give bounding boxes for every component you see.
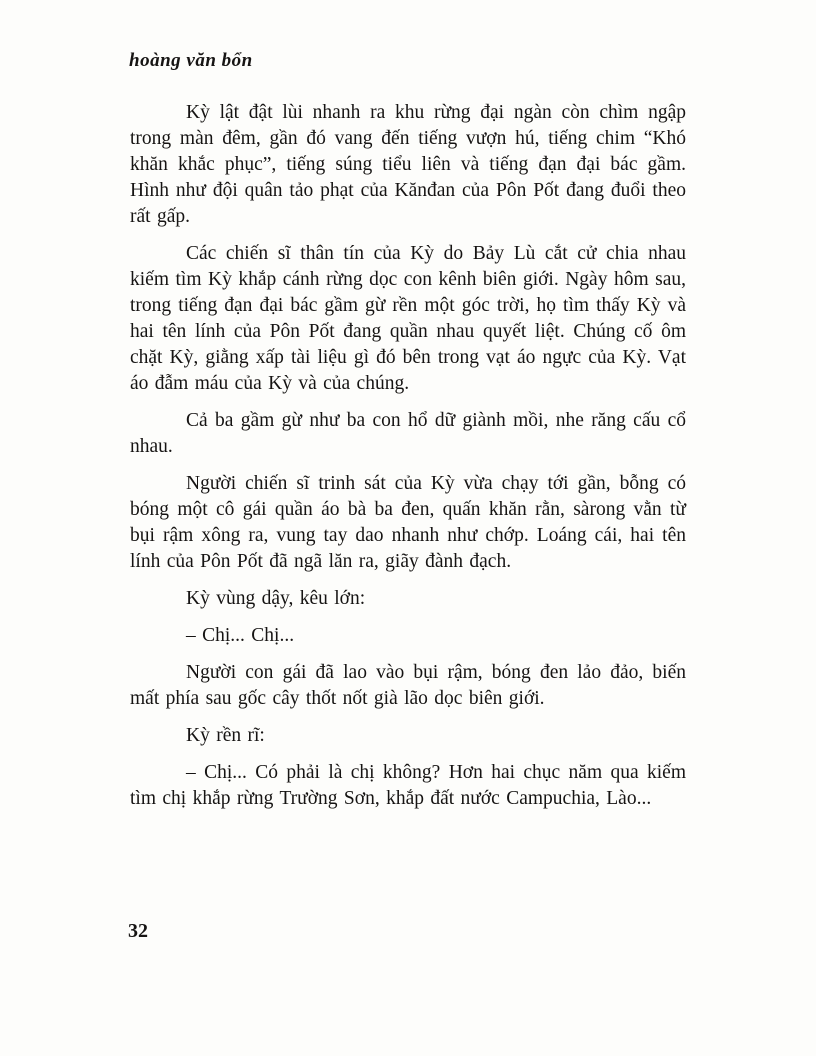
paragraph: Kỳ rền rĩ: bbox=[186, 725, 265, 746]
paragraph: Kỳ lật đật lùi nhanh ra khu rừng đại ngàn còn chìm ngập trong màn đêm, gần đó vang đến tiếng vượn hú, tiếng chim “Khó khăn khắc phục”, tiếng súng tiểu liên và tiếng đạn đại bác gầm. Hình như đội quân tảo phạt của Kănđan của Pôn Pốt đang đuổi theo rất gấp. bbox=[130, 102, 686, 227]
paragraph: Người con gái đã lao vào bụi rậm, bóng đen lảo đảo, biến mất phía sau gốc cây thốt nốt già lão dọc biên giới. bbox=[130, 662, 686, 709]
paragraph: Các chiến sĩ thân tín của Kỳ do Bảy Lù cắt cử chia nhau kiếm tìm Kỳ khắp cánh rừng dọc con kênh biên giới. Ngày hôm sau, trong tiếng đạn đại bác gầm gừ rền một góc trời, họ tìm thấy Kỳ và hai tên lính của Pôn Pốt đang quần nhau quyết liệt. Chúng cố ôm chặt Kỳ, giằng xấp tài liệu gì đó bên trong vạt áo ngực của Kỳ. Vạt áo đẫm máu của Kỳ và của chúng. bbox=[130, 243, 686, 394]
body-text bbox=[130, 100, 686, 823]
running-header-author: hoàng văn bổn bbox=[129, 50, 253, 71]
paragraph: Cả ba gầm gừ như ba con hổ dữ giành mồi, nhe răng cấu cổ nhau. bbox=[130, 410, 686, 457]
paragraph: Kỳ vùng dậy, kêu lớn: bbox=[186, 588, 366, 609]
paragraph: Người chiến sĩ trinh sát của Kỳ vừa chạy tới gần, bỗng có bóng một cô gái quần áo bà ba đen, quấn khăn rằn, sàrong vằn từ bụi rậm xông ra, vung tay dao nhanh như chớp. Loáng cái, hai tên lính của Pôn Pốt đã ngã lăn ra, giãy đành đạch. bbox=[130, 473, 686, 572]
paragraph-dialogue: – Chị... Chị... bbox=[186, 625, 295, 646]
page-number: 32 bbox=[128, 920, 148, 942]
paragraph-dialogue: – Chị... Có phải là chị không? Hơn hai chục năm qua kiếm tìm chị khắp rừng Trường Sơn, khắp đất nước Campuchia, Lào... bbox=[130, 762, 686, 809]
